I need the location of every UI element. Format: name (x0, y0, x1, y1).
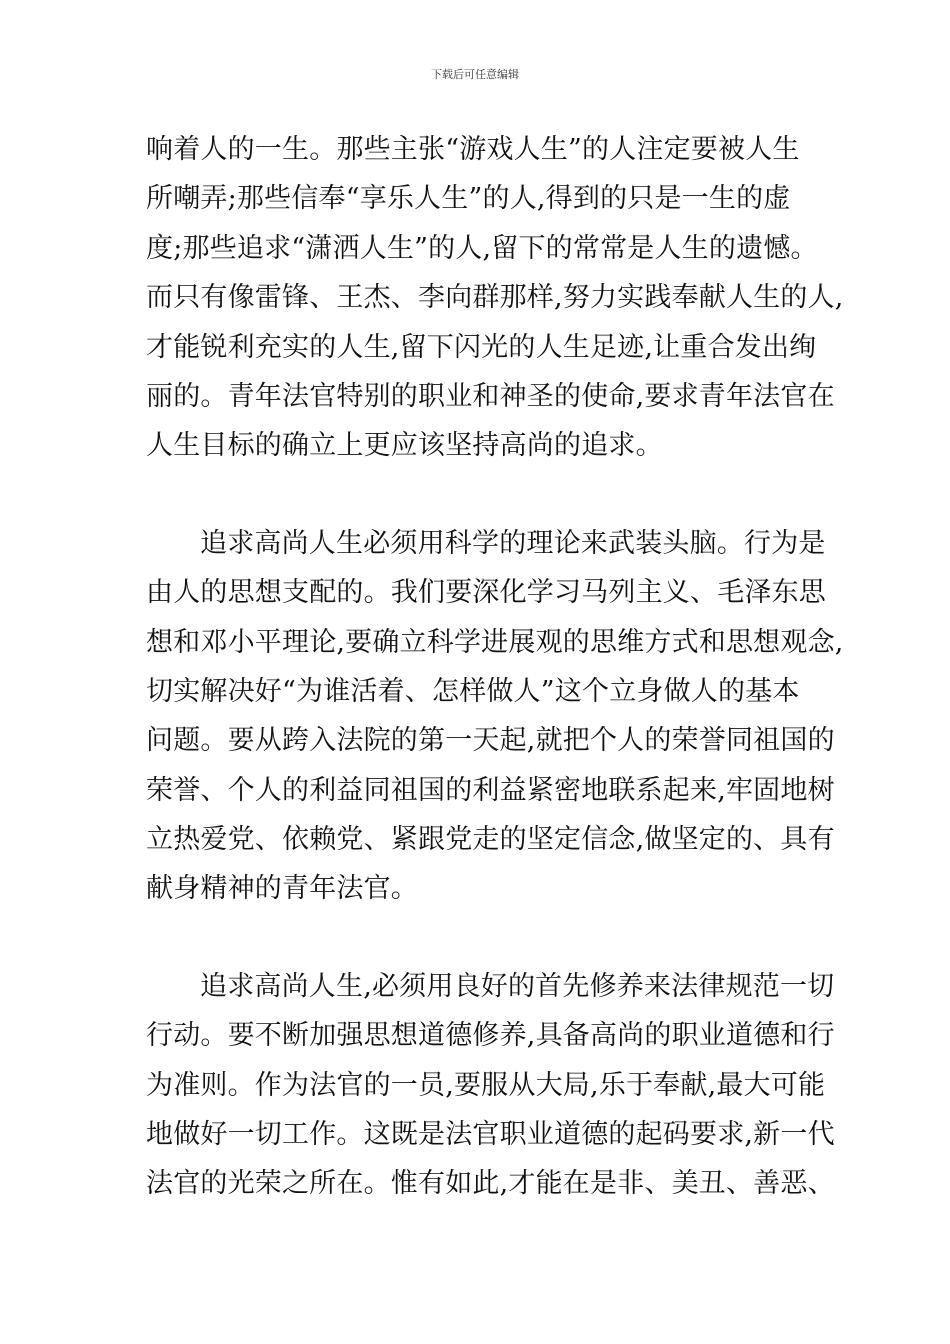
text-line: 而只有像雷锋、王杰、李向群那样,努力实践奉献人生的人, (146, 282, 844, 314)
text-line: 献身精神的青年法官。 (146, 873, 418, 905)
text-line-first: 追求高尚人生,必须用良好的首先修养来法律规范一切 (200, 970, 835, 1002)
paragraph-2 (146, 519, 844, 914)
text-line: 才能锐利充实的人生,留下闪光的人生足迹,让重合发出绚 (146, 331, 817, 363)
text-line: 荣誉、个人的利益同祖国的利益紧密地联系起来,牢固地树 (146, 774, 835, 806)
paragraph-spacer (146, 914, 822, 962)
text-line: 立热爱党、依赖党、紧跟党走的坚定信念,做坚定的、具有 (146, 824, 835, 856)
text-line: 行动。要不断加强思想道德修养,具备高尚的职业道德和行 (146, 1020, 835, 1052)
text-line: 响着人的一生。那些主张“游戏人生”的人注定要被人生 (146, 134, 800, 165)
text-line-first: 追求高尚人生必须用科学的理论来武装头脑。行为是 (200, 527, 826, 559)
text-line: 所嘲弄;那些信奉“享乐人生”的人,得到的只是一生的虚 (146, 183, 791, 215)
page-header: 下载后可任意编辑 (431, 68, 519, 81)
paragraph-3 (146, 962, 835, 1209)
paragraph-spacer (146, 471, 822, 519)
document-body (146, 125, 844, 1209)
text-line: 地做好一切工作。这既是法官职业道德的起码要求,新一代 (146, 1119, 835, 1151)
text-line: 法官的光荣之所在。惟有如此,才能在是非、美丑、善恶、 (146, 1168, 835, 1200)
text-line: 为准则。作为法官的一员,要服从大局,乐于奉献,最大可能 (146, 1069, 826, 1101)
text-line: 丽的。青年法官特别的职业和神圣的使命,要求青年法官在 (146, 380, 835, 412)
text-line: 切实解决好“为谁活着、怎样做人”这个立身做人的基本 (146, 675, 800, 707)
text-line: 人生目标的确立上更应该坚持高尚的追求。 (146, 430, 663, 462)
text-line: 由人的思想支配的。我们要深化学习马列主义、毛泽东思 (146, 577, 826, 609)
text-line: 问题。要从跨入法院的第一天起,就把个人的荣誉同祖国的 (146, 725, 835, 757)
paragraph-1 (146, 125, 844, 471)
text-line: 度;那些追求“潇洒人生”的人,留下的常常是人生的遗憾。 (146, 232, 818, 264)
text-line: 想和邓小平理论,要确立科学进展观的思维方式和思想观念, (146, 626, 844, 658)
